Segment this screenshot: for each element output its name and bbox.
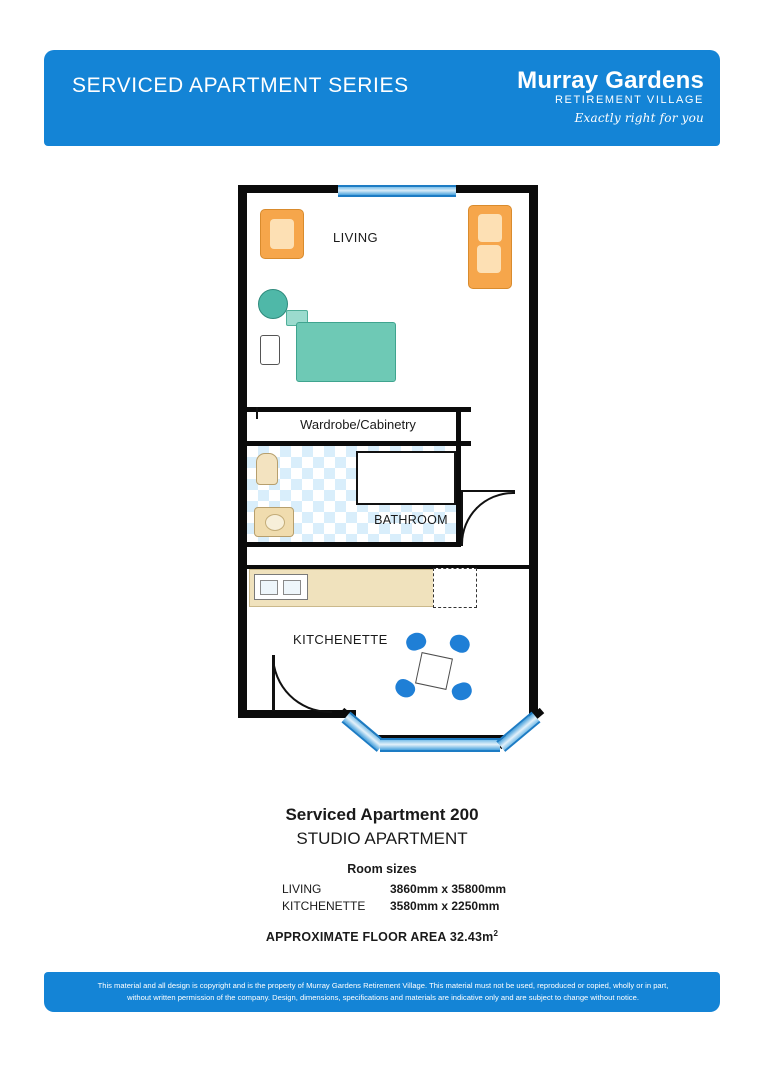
toilet-icon (256, 453, 278, 485)
side-table (260, 335, 280, 365)
room-sizes-table (282, 882, 542, 916)
room-label-living: LIVING (333, 230, 379, 245)
page-title: SERVICED APARTMENT SERIES (72, 74, 409, 97)
window-top (338, 185, 456, 197)
bathroom-shower (356, 451, 456, 505)
wall-left (238, 185, 247, 718)
brand-tagline: Exactly right for you (574, 111, 704, 126)
brand-name: Murray Gardens (517, 67, 704, 94)
wall-bathroom-bottom (247, 542, 461, 547)
wall-wardrobe-bottom (247, 441, 471, 446)
brand-logo (472, 68, 704, 125)
dining-chair (404, 630, 429, 653)
bathroom-door (461, 490, 515, 544)
disclaimer (58, 980, 708, 1004)
room-label-kitchenette: KITCHENETTE (293, 632, 388, 647)
disclaimer-line-2: without written permission of the company. Design, dimensions, specifications and materials are indicative only and are subject to change without notice. (127, 992, 639, 1002)
basin-icon (254, 507, 294, 537)
apartment-subtitle: STUDIO APARTMENT (296, 829, 468, 848)
wall-right-upper (529, 185, 538, 541)
bay-window-right (496, 712, 540, 752)
table-row (282, 899, 542, 913)
floor-area-superscript: 2 (493, 929, 499, 938)
brand-subtitle: RETIREMENT VILLAGE (554, 94, 704, 107)
wall-wardrobe-top (247, 407, 471, 412)
wall-right-lower (529, 541, 538, 718)
armchair-left (260, 209, 304, 259)
entry-door (272, 653, 330, 711)
room-size-name: KITCHENETTE (282, 899, 366, 913)
bay-window (346, 693, 536, 755)
dining-chair (447, 632, 472, 656)
apartment-title: Serviced Apartment 200 (285, 805, 479, 824)
room-size-name: LIVING (282, 882, 322, 896)
armchair-right-cushion (477, 245, 501, 273)
room-sizes-heading: Room sizes (347, 862, 417, 876)
bed (296, 322, 396, 382)
fridge-space (433, 568, 477, 608)
room-label-bathroom: BATHROOM (374, 513, 448, 527)
room-size-dimensions: 3860mm x 35800mm (390, 882, 507, 896)
floor-plan-drawing (238, 185, 538, 765)
wall-bottom-left (238, 710, 356, 718)
sink-icon (254, 574, 308, 600)
room-size-dimensions: 3580mm x 2250mm (390, 899, 500, 913)
bay-window-middle (380, 738, 500, 752)
room-label-wardrobe: Wardrobe/Cabinetry (300, 417, 416, 432)
floor-area (0, 929, 764, 944)
dining-table (415, 652, 453, 690)
table-row (282, 882, 542, 896)
floor-area-text: APPROXIMATE FLOOR AREA 32.43m (265, 930, 494, 945)
entry-door-leaf (272, 653, 275, 711)
plant-icon (258, 289, 288, 319)
disclaimer-line-1: This material and all design is copyright and is the property of Murray Gardens Retirement Village. This material must not be used, reproduced or copied, wholly or in part, (97, 981, 669, 990)
